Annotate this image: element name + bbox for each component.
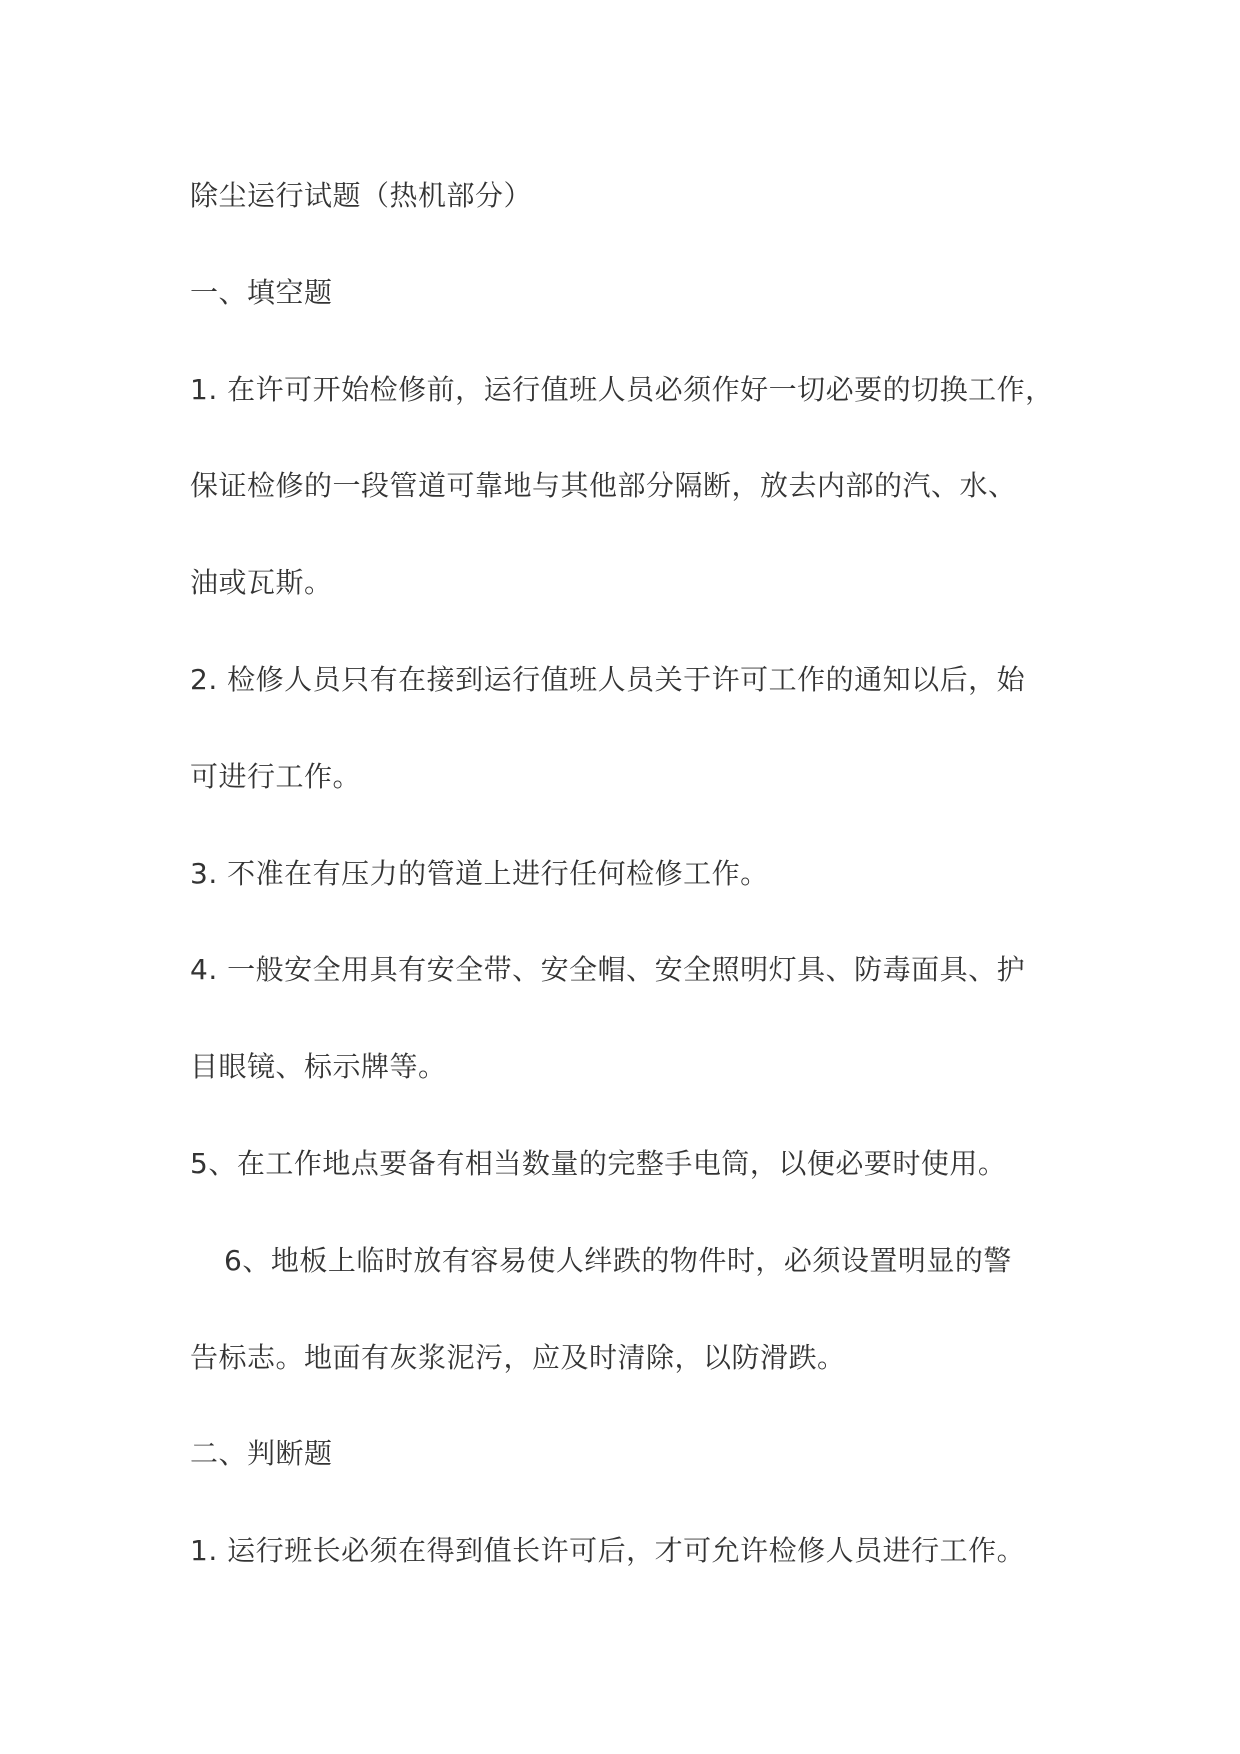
paragraph-line: 5、在工作地点要备有相当数量的完整手电筒，以便必要时使用。 xyxy=(190,1147,1007,1180)
paragraph-line: 保证检修的一段管道可靠地与其他部分隔断，放去内部的汽、水、 xyxy=(190,469,1017,502)
paragraph-line: 油或瓦斯。 xyxy=(190,566,333,599)
paragraph-line: 1. 运行班长必须在得到值长许可后，才可允许检修人员进行工作。 xyxy=(190,1534,1026,1567)
paragraph-line: 告标志。地面有灰浆泥污，应及时清除，以防滑跌。 xyxy=(190,1341,846,1374)
section-heading-fill-blank: 一、填空题 xyxy=(190,276,333,309)
document-title: 除尘运行试题（热机部分） xyxy=(190,179,533,212)
paragraph-line: 目眼镜、标示牌等。 xyxy=(190,1050,447,1083)
paragraph-line-indented: 6、地板上临时放有容易使人绊跌的物件时，必须设置明显的警 xyxy=(224,1244,1012,1277)
paragraph-line: 3. 不准在有压力的管道上进行任何检修工作。 xyxy=(190,857,769,890)
paragraph-line: 1. 在许可开始检修前，运行值班人员必须作好一切必要的切换工作， xyxy=(190,373,1054,406)
paragraph-line: 4. 一般安全用具有安全带、安全帽、安全照明灯具、防毒面具、护 xyxy=(190,953,1026,986)
paragraph-line: 可进行工作。 xyxy=(190,760,362,793)
paragraph-line: 2. 检修人员只有在接到运行值班人员关于许可工作的通知以后，始 xyxy=(190,663,1026,696)
section-heading-true-false: 二、判断题 xyxy=(190,1437,333,1470)
